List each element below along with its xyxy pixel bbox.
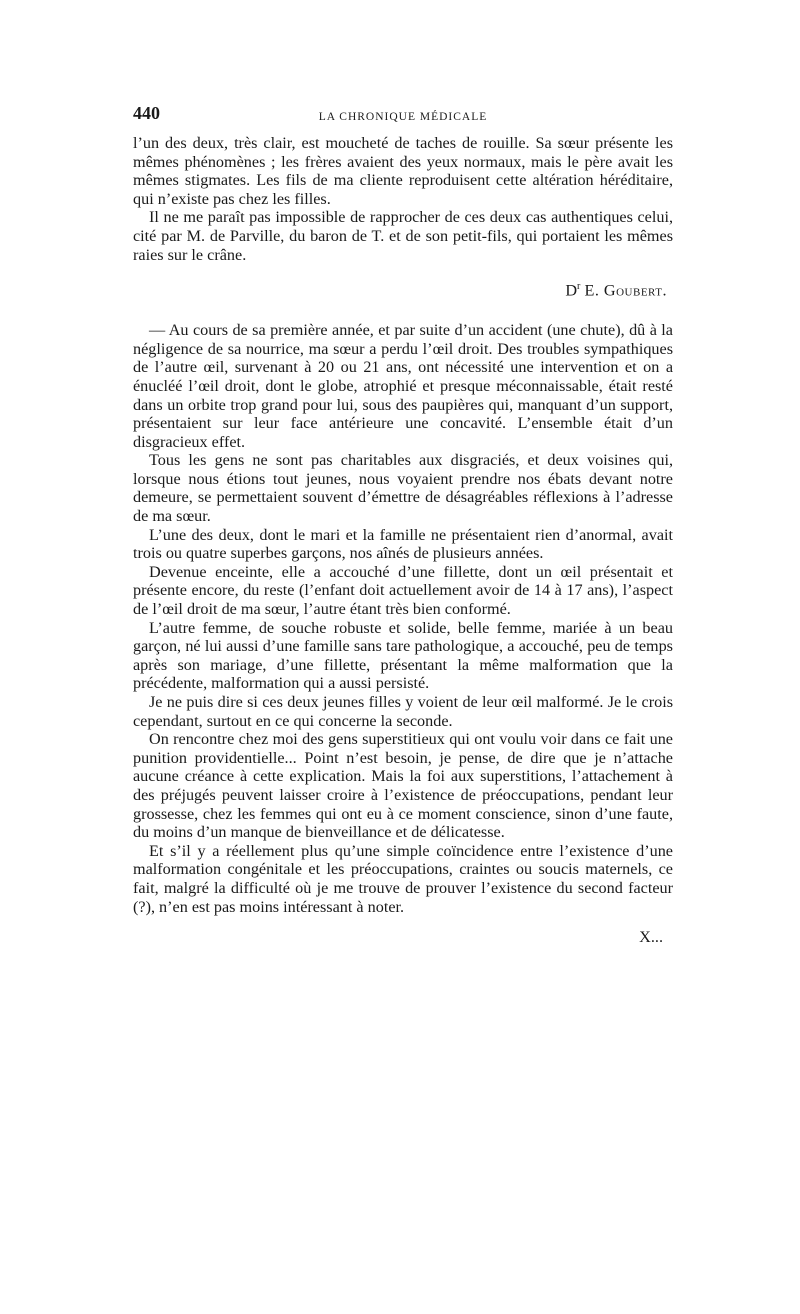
running-title: LA CHRONIQUE MÉDICALE — [318, 111, 488, 123]
document-page — [133, 104, 673, 947]
paragraph: l’un des deux, très clair, est moucheté de taches de rouille. Sa sœur présente les mêmes phénomènes ; les frères avaient des yeux normaux, mais le père avait les mêmes stigmates. Les fils de ma cliente reproduisent cette altération héréditaire, qui n’existe pas chez les filles. — [133, 134, 673, 208]
paragraph: Devenue enceinte, elle a accouché d’une fillette, dont un œil présentait et présente encore, du reste (l’enfant doit actuellement avoir de 14 à 17 ans), l’aspect de l’œil droit de ma sœur, l’autre étant très bien conformé. — [133, 562, 673, 619]
closing-signature: X... — [639, 928, 663, 947]
page-header — [133, 104, 673, 128]
signature-title: D — [565, 281, 578, 300]
paragraph: Il ne me paraît pas impossible de rapprocher de ces deux cas authentiques celui, cité par M. de Parville, du baron de T. et de son petit-fils, qui portaient les mêmes raies sur le crâne. — [133, 208, 673, 264]
signature-title-sup: r — [577, 281, 581, 293]
author-signature — [133, 278, 673, 300]
signature-name: E. Goubert. — [584, 281, 667, 300]
paragraph: On rencontre chez moi des gens superstitieux qui ont voulu voir dans ce fait une punition providentielle... Point n’est besoin, je pense, de dire que je n’attache aucune créance à cette explication. Mais la foi aux superstitions, l’attachement à des préjugés peuvent laisser croire à l’existence de préoccupations, pendant leur grossesse, chez les femmes qui ont eu à ce moment conscience, sinon d’une faute, du moins d’un manque de bienveillance et de délicatesse. — [133, 730, 673, 842]
paragraph: L’autre femme, de souche robuste et solide, belle femme, mariée à un beau garçon, né lui aussi d’une famille sans tare pathologique, a accouché, peu de temps après son mariage, d’une fillette, présentant la même malformation que la précédente, malformation qui a aussi persisté. — [133, 618, 673, 693]
paragraph: L’une des deux, dont le mari et la famille ne présentaient rien d’anormal, avait trois ou quatre superbes garçons, nos aînés de plusieurs années. — [133, 525, 673, 563]
paragraph: Tous les gens ne sont pas charitables aux disgraciés, et deux voisines qui, lorsque nous étions tout jeunes, nous voyaient prendre nos ébats devant notre demeure, se permettaient souvent d’émettre de désagréables réflexions à l’adresse de ma sœur. — [133, 451, 673, 526]
paragraph: Et s’il y a réellement plus qu’une simple coïncidence entre l’existence d’une malformation congénitale et les préoccupations, craintes ou soucis maternels, ce fait, malgré la difficulté où je me trouve de prouver l’existence du second facteur (?), n’en est pas moins intéressant à noter. — [133, 841, 673, 916]
paragraph: Je ne puis dire si ces deux jeunes filles y voient de leur œil malformé. Je le crois cependant, surtout en ce qui concerne la seconde. — [133, 693, 673, 730]
page-number: 440 — [133, 103, 160, 123]
paragraph: — Au cours de sa première année, et par suite d’un accident (une chute), dû à la négligence de sa nourrice, ma sœur a perdu l’œil droit. Des troubles sympathiques de l’autre œil, survenant à 20 ou 21 ans, ont nécessité une intervention et on a énucléé l’œil droit, dont le globe, atrophié et presque méconnaissable, était resté dans un orbite trop grand pour lui, sous des paupières qui, manquant d’un support, présentaient sur leur face antérieure une concavité. L’ensemble était d’un disgracieux effet. — [133, 321, 673, 451]
